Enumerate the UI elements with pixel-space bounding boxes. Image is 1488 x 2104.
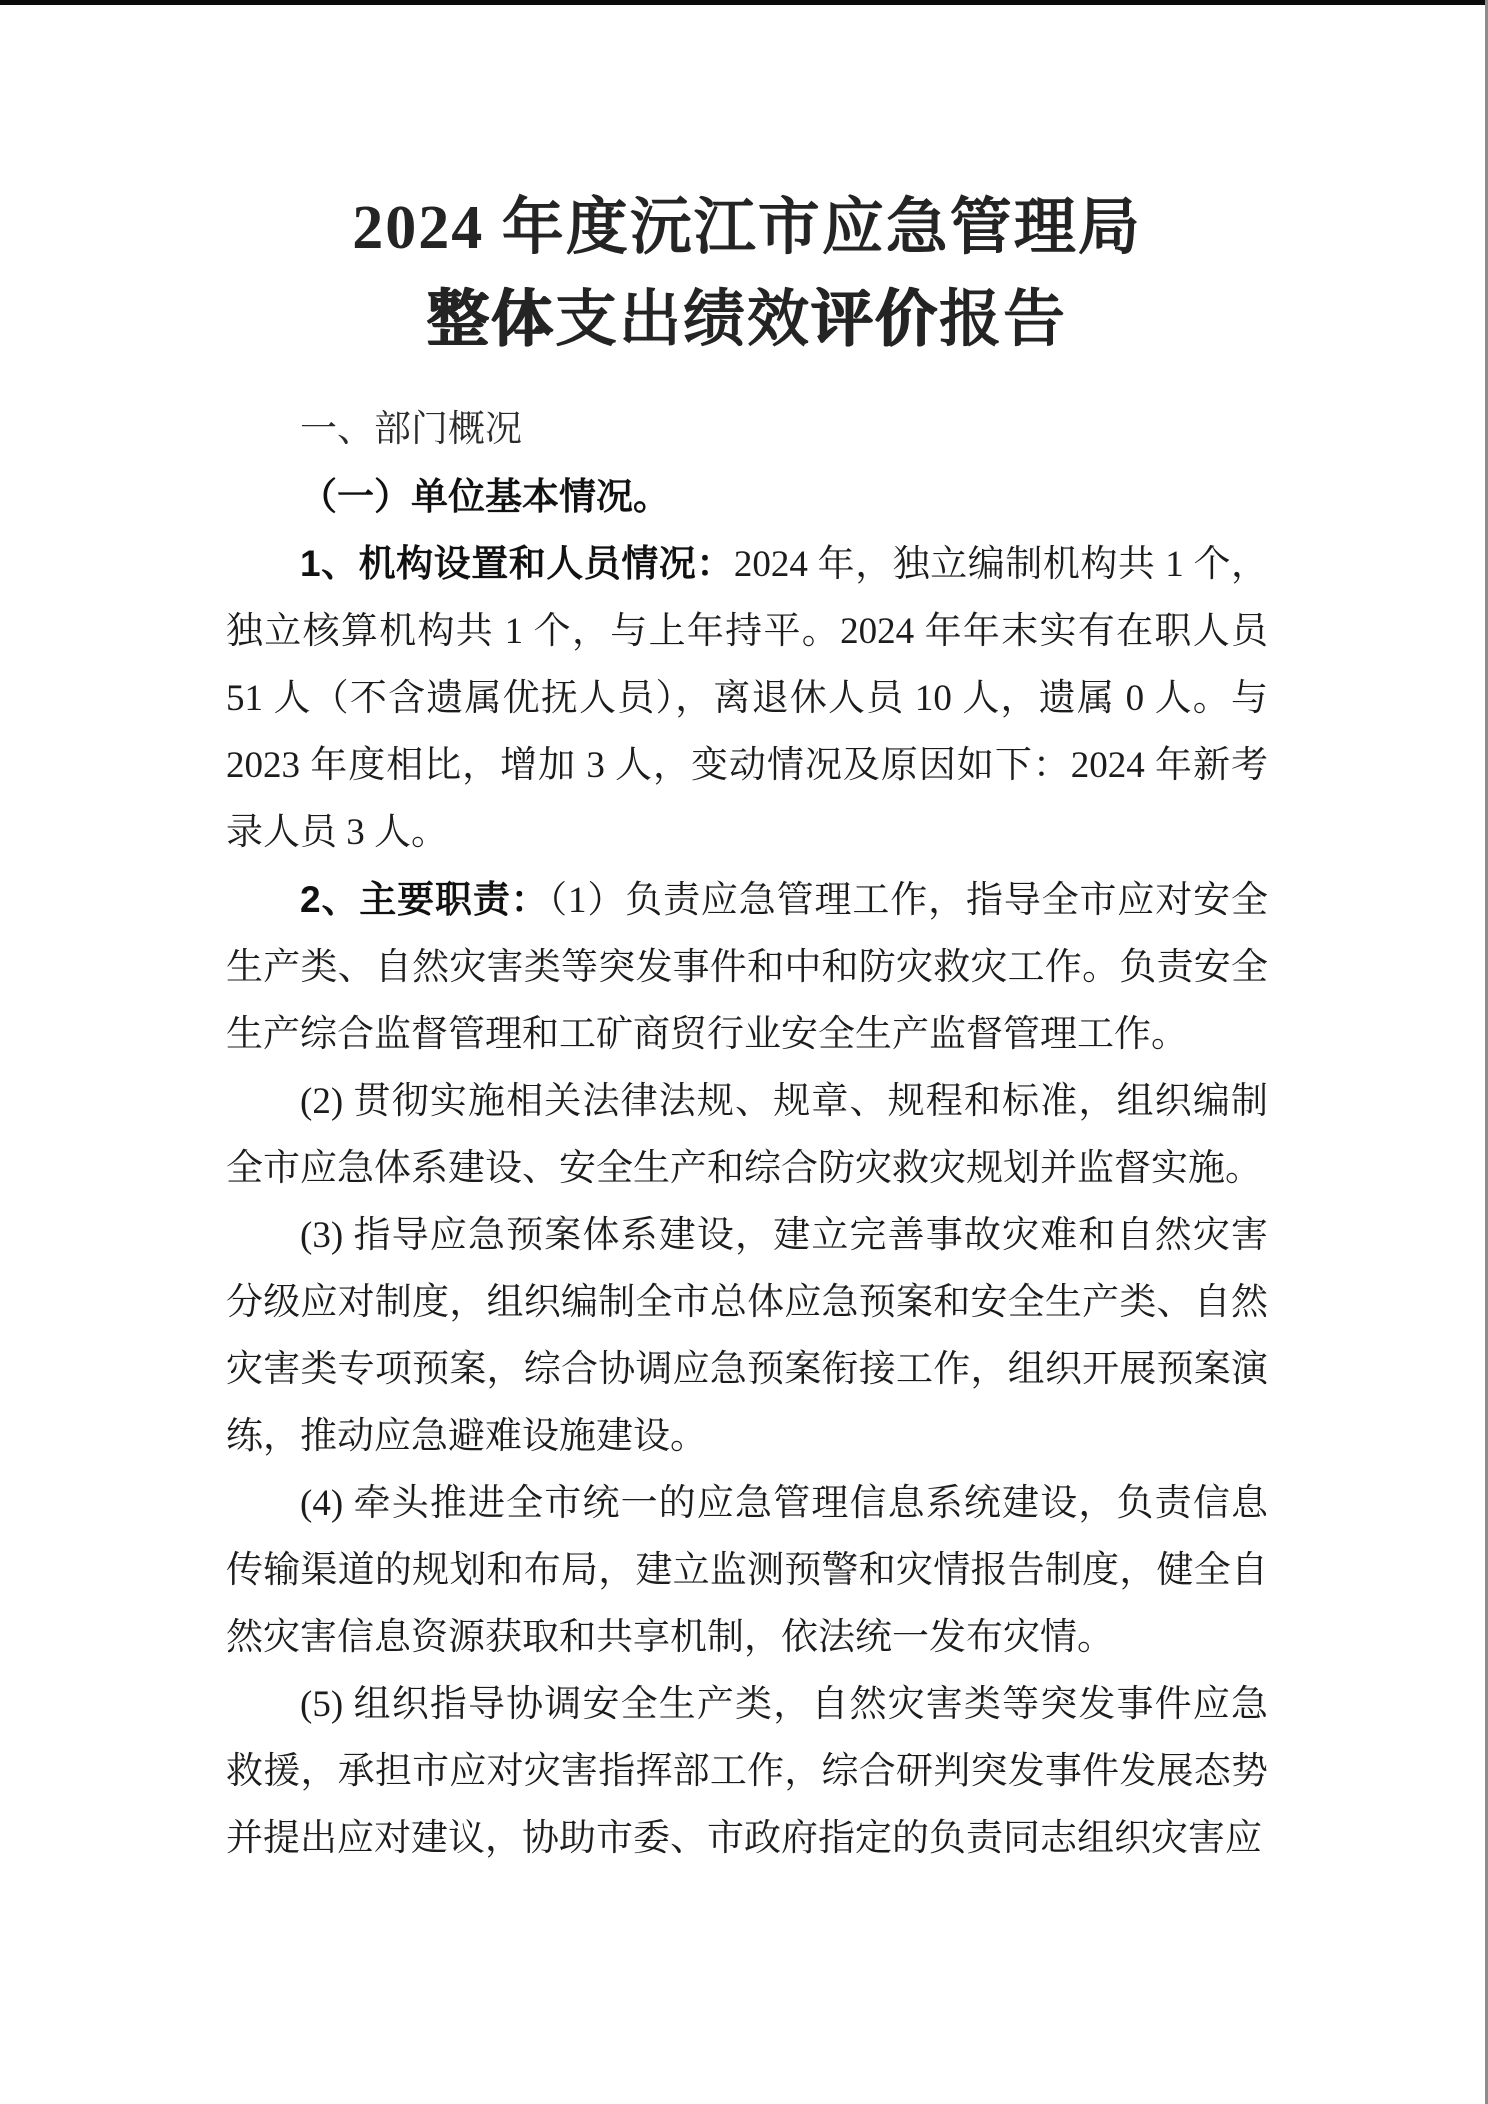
section-heading: 一、部门概况	[300, 409, 522, 450]
paragraph-6-text: (5) 组织指导协调安全生产类，自然灾害类等突发事件应急救援，承担市应对灾害指挥部工作，综合研判突发事件发展态势并提出应对建议，协助市委、市政府指定的负责同志组织灾害应	[226, 1684, 1268, 1859]
paragraph-2-text: （1）负责应急管理工作，指导全市应对安全生产类、自然灾害类等突发事件和中和防灾救灾工作。负责安全生产综合监督管理和工矿商贸行业安全生产监督管理工作。	[226, 880, 1269, 1055]
paragraph-4	[226, 1202, 1268, 1470]
paragraph-1	[226, 530, 1268, 866]
document-title-line-1	[226, 182, 1268, 274]
title-segment: 报告	[939, 286, 1068, 354]
paragraph-5	[226, 1470, 1268, 1671]
paragraph-3	[226, 1068, 1268, 1202]
title-segment-heavy: 整体	[426, 285, 555, 354]
paragraph-1-text: 2024 年，独立编制机构共 1 个，独立核算机构共 1 个，与上年持平。2024 年年末实有在职人员 51 人（不含遗属优抚人员），离退休人员 10 人，遗属 0 人。与 2023 年度相比，增加 3 人，变动情况及原因如下：2024 年新考录人员 3 人。	[226, 544, 1269, 853]
title-segment-heavy: 评价	[811, 285, 940, 354]
document-body	[226, 396, 1268, 1872]
paragraph-5-text: (4) 牵头推进全市统一的应急管理信息系统建设，负责信息传输渠道的规划和布局，建立监测预警和灾情报告制度，健全自然灾害信息资源获取和共享机制，依法统一发布灾情。	[226, 1483, 1268, 1658]
paragraph-4-text: (3) 指导应急预案体系建设，建立完善事故灾难和自然灾害分级应对制度，组织编制全市总体应急预案和安全生产类、自然灾害类专项预案，综合协调应急预案衔接工作，组织开展预案演练，推动应急避难设施建设。	[226, 1215, 1268, 1457]
document-title-block	[226, 0, 1268, 366]
paragraph-3-text: (2) 贯彻实施相关法律法规、规章、规程和标准，组织编制全市应急体系建设、安全生产和综合防灾救灾规划并监督实施。	[226, 1081, 1268, 1189]
subsection-heading: （一）单位基本情况。	[300, 476, 670, 517]
paragraph-6	[226, 1671, 1268, 1872]
page-content	[226, 0, 1268, 1872]
title-segment: 支出绩效	[554, 286, 811, 354]
document-title-line-2	[226, 274, 1268, 366]
paragraph-2-lead: 2、主要职责：	[300, 879, 549, 920]
paragraph-1-lead: 1、机构设置和人员情况：	[300, 543, 734, 584]
title-text: 2024 年度沅江市应急管理局	[352, 194, 1142, 262]
paragraph-2	[226, 866, 1268, 1068]
